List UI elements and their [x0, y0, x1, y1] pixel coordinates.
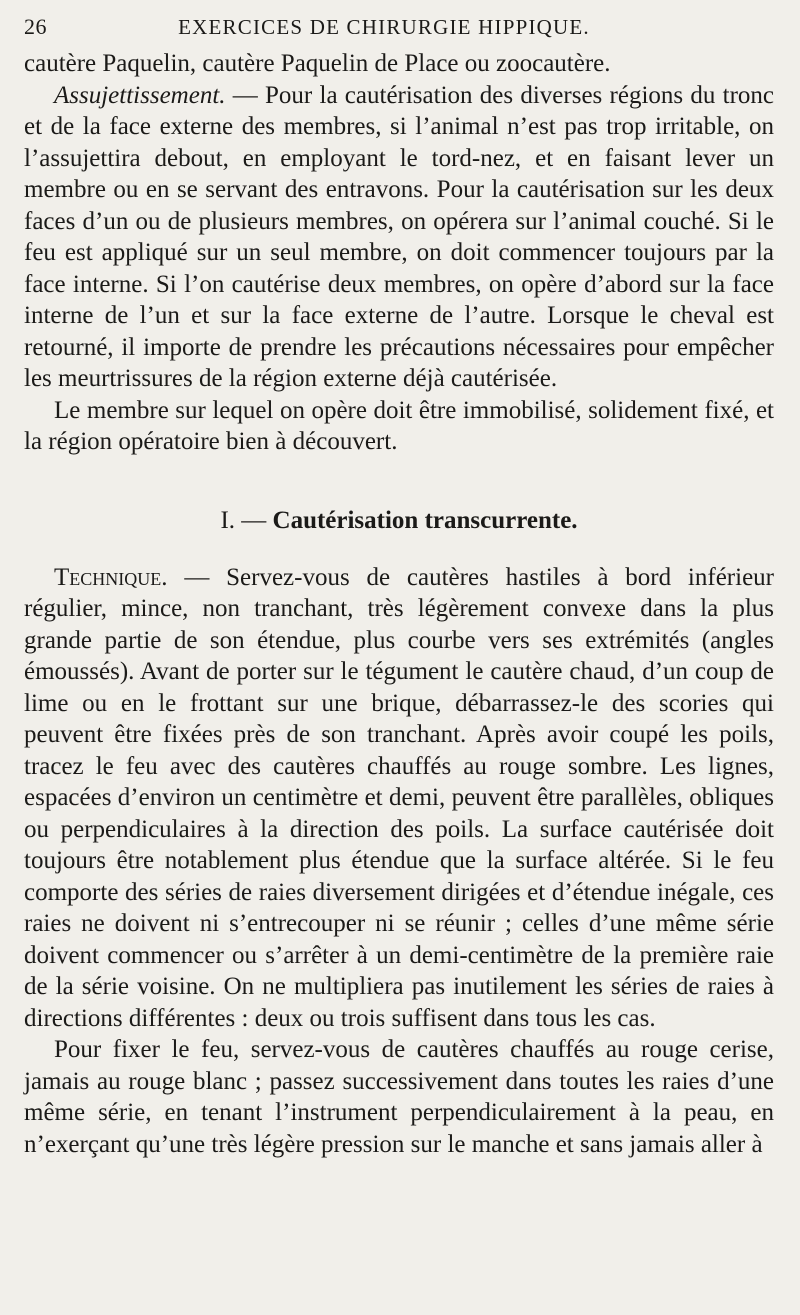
paragraph-lead-in: Assujettissement. — [54, 81, 226, 109]
paragraph-body: — Servez-vous de cautères hastiles à bord inférieur régulier, mince, non tranchant, très légèrement convexe dans la plus grande partie de son étendue, plus courbe vers ses extrémités (angles émoussés). Avant de porter sur le tégument le cautère chaud, d’un coup de lime ou en le frottant sur une brique, débarrassez-le des scories qui peuvent être fixées près de son tranchant. Après avoir coupé les poils, tracez le feu avec des cautères chauffés au rouge sombre. Les lignes, espacées d’environ un centimètre et demi, peuvent être parallèles, obliques ou perpendiculaires à la direction des poils. La surface cautérisée doit toujours être notablement plus étendue que la surface altérée. Si le feu comporte des séries de raies diversement dirigées et d’étendue inégale, ces raies ne doivent ni s’entrecouper ni se réunir ; celles d’une même série doivent commencer ou s’arrêter à un demi-centimètre de la première raie de la série voisine. On ne multipliera pas inutilement les séries de raies à directions différentes : deux ou trois suffisent dans tous les cas. — [24, 563, 774, 1032]
running-title: EXERCICES DE CHIRURGIE HIPPIQUE. — [178, 15, 590, 39]
running-header — [24, 14, 774, 48]
paragraph-lead-in: Technique. — [54, 563, 168, 591]
paragraph-assujettissement — [24, 80, 774, 395]
page-number: 26 — [24, 14, 47, 39]
paragraph-membre: Le membre sur lequel on opère doit être immobilisé, solidement fixé, et la région opératoire bien à découvert. — [24, 396, 774, 455]
section-number: I. — — [220, 506, 273, 534]
paragraph-fixer-le-feu: Pour fixer le feu, servez-vous de cautères chauffés au rouge cerise, jamais au rouge blanc ; passez successivement dans toutes les raies d’une même série, en tenant l’instrument perpendiculairement à la peau, en n’exerçant qu’une très légère pression sur le manche et sans jamais aller à — [24, 1036, 774, 1158]
paragraph-body: — Pour la cautérisation des diverses régions du tronc et de la face externe des membres, si l’animal n’est pas trop irritable, on l’assujettira debout, en employant le tord-nez, et en faisant lever un membre ou en se servant des entravons. Pour la cautérisation sur les deux faces d’un ou de plusieurs membres, on opérera sur l’animal couché. Si le feu est appliqué sur un seul membre, on doit commencer toujours par la face interne. Si l’on cautérise deux membres, on opère d’abord sur la face interne de l’un et sur la face externe de l’autre. Lorsque le cheval est retourné, il importe de prendre les précautions nécessaires pour empêcher les meurtrissures de la région externe déjà cautérisée. — [24, 81, 774, 392]
section-title: Cautérisation transcurrente. — [272, 506, 578, 534]
section-heading — [24, 506, 774, 536]
paragraph-continuation: cautère Paquelin, cautère Paquelin de Place ou zoocautère. — [24, 50, 611, 77]
paragraph-technique — [24, 562, 774, 1035]
